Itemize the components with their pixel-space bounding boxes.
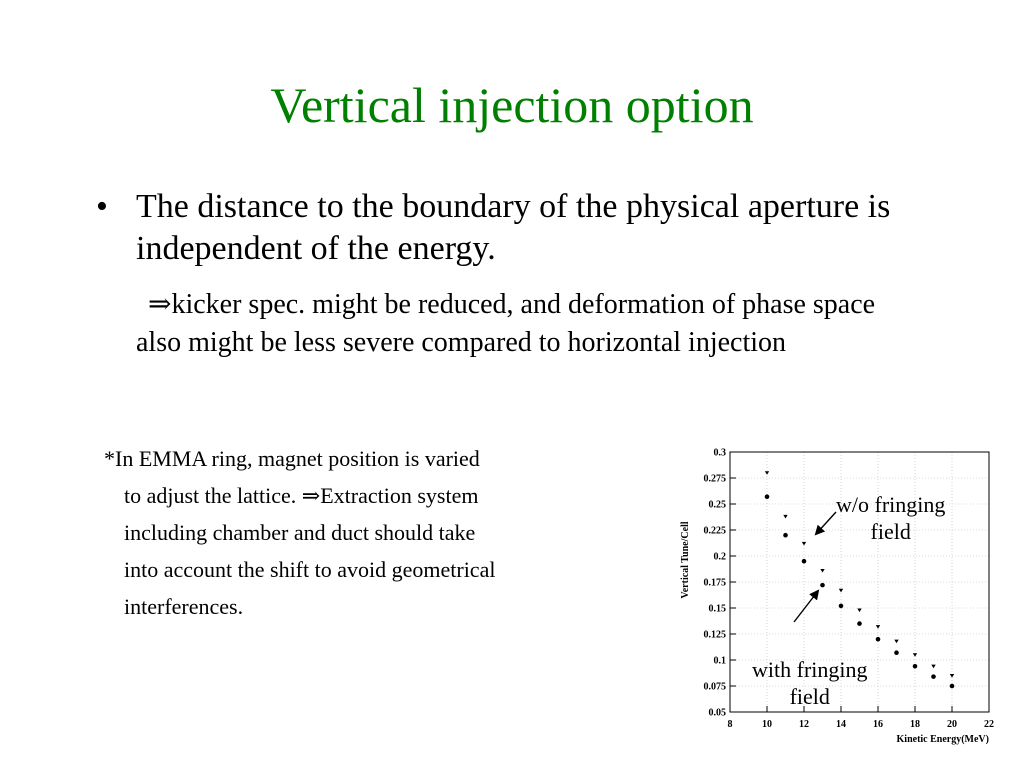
data-point-with-fringing bbox=[802, 559, 807, 564]
annotation-without-line: field bbox=[870, 519, 911, 544]
y-tick-label: 0.225 bbox=[703, 525, 726, 537]
footnote-line: including chamber and duct should take bbox=[124, 520, 476, 545]
data-point-with-fringing bbox=[876, 637, 881, 642]
y-tick-label: 0.1 bbox=[713, 655, 726, 667]
y-tick-label: 0.05 bbox=[708, 707, 726, 719]
sub-point-text: kicker spec. might be reduced, and deformation of phase space also might be less severe compared to horizontal injection bbox=[136, 289, 876, 358]
implies-symbol: ⇒ bbox=[148, 289, 172, 320]
slide-title: Vertical injection option bbox=[270, 77, 754, 133]
annotation-with-line: field bbox=[789, 684, 830, 709]
bullet-dot: • bbox=[96, 188, 108, 225]
data-point-without-fringing bbox=[765, 471, 769, 475]
y-tick-label: 0.275 bbox=[703, 473, 726, 485]
annotation-without-line: w/o fringing bbox=[836, 492, 946, 517]
y-tick-label: 0.075 bbox=[703, 681, 726, 693]
data-point-without-fringing bbox=[783, 515, 787, 519]
data-point-without-fringing bbox=[820, 569, 824, 573]
data-point-without-fringing bbox=[857, 608, 861, 612]
data-point-with-fringing bbox=[857, 621, 862, 626]
data-point-without-fringing bbox=[839, 589, 843, 593]
bullet-point bbox=[96, 186, 896, 270]
arrow-with-fringing bbox=[794, 591, 818, 622]
x-tick-label: 18 bbox=[910, 719, 920, 730]
footnote-line: interferences. bbox=[124, 594, 244, 619]
data-point-with-fringing bbox=[913, 664, 918, 669]
data-point-with-fringing bbox=[894, 650, 899, 655]
footnote-line: to adjust the lattice. ⇒Extraction system bbox=[124, 483, 479, 508]
y-tick-label: 0.175 bbox=[703, 577, 726, 589]
data-point-with-fringing bbox=[765, 494, 770, 499]
x-tick-label: 20 bbox=[947, 719, 957, 730]
footnote-line: *In EMMA ring, magnet position is varied bbox=[104, 446, 480, 471]
data-point-with-fringing bbox=[839, 604, 844, 609]
x-axis-label: Kinetic Energy(MeV) bbox=[896, 734, 989, 745]
data-point-without-fringing bbox=[913, 653, 917, 657]
footnote-line: into account the shift to avoid geometrical bbox=[124, 557, 496, 582]
y-tick-label: 0.25 bbox=[708, 499, 726, 511]
data-point-with-fringing bbox=[950, 684, 955, 689]
x-tick-label: 10 bbox=[762, 719, 772, 730]
y-axis-label: Vertical Tune/Cell bbox=[680, 521, 691, 599]
annotation-with-fringing bbox=[752, 656, 868, 710]
data-point-with-fringing bbox=[783, 533, 788, 538]
footnote bbox=[104, 440, 624, 625]
tune-chart bbox=[676, 440, 996, 748]
data-point-without-fringing bbox=[950, 674, 954, 678]
y-tick-label: 0.2 bbox=[713, 551, 726, 563]
x-tick-label: 22 bbox=[984, 719, 994, 730]
sub-point bbox=[136, 286, 896, 362]
data-point-with-fringing bbox=[820, 583, 825, 588]
bullet-text: The distance to the boundary of the physical aperture is independent of the energy. bbox=[136, 188, 891, 267]
x-tick-label: 14 bbox=[836, 719, 846, 730]
annotation-without-fringing bbox=[836, 491, 945, 545]
data-point-without-fringing bbox=[894, 640, 898, 644]
x-tick-label: 12 bbox=[799, 719, 809, 730]
x-tick-label: 8 bbox=[727, 719, 733, 730]
y-tick-label: 0.3 bbox=[713, 447, 726, 459]
y-tick-label: 0.125 bbox=[703, 629, 726, 641]
data-point-without-fringing bbox=[802, 542, 806, 546]
annotation-with-line: with fringing bbox=[752, 657, 868, 682]
x-tick-label: 16 bbox=[873, 719, 883, 730]
arrow-without-fringing bbox=[816, 512, 836, 534]
data-point-with-fringing bbox=[931, 674, 936, 679]
data-point-without-fringing bbox=[876, 625, 880, 629]
data-point-without-fringing bbox=[931, 665, 935, 669]
y-tick-label: 0.15 bbox=[708, 603, 726, 615]
